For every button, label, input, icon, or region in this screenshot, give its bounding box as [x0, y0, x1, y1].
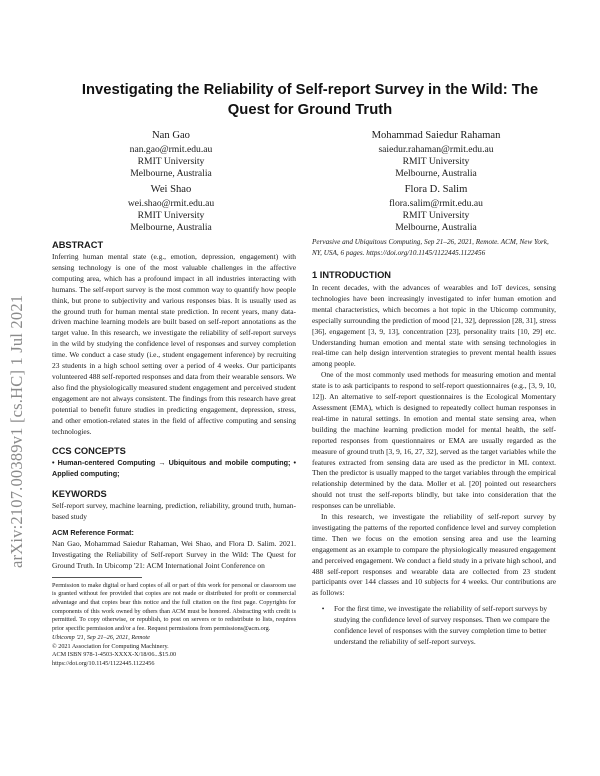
acm-reference-heading: ACM Reference Format: [52, 528, 134, 538]
author-email: flora.salim@rmit.edu.au [389, 198, 483, 209]
introduction-heading: 1 INTRODUCTION [312, 270, 392, 280]
author-block [336, 183, 536, 234]
author-location: Melbourne, Australia [130, 222, 212, 233]
left-column [52, 239, 296, 669]
keywords-text: Self-report survey, machine learning, prediction, reliability, ground truth, human-based study [52, 500, 296, 521]
paper-title: Investigating the Reliability of Self-report Survey in the Wild: The Quest for Ground Truth [81, 82, 539, 118]
bullet-icon: • [321, 604, 325, 614]
copyright-line: © 2021 Association for Computing Machinery. [52, 642, 169, 650]
author-name: Mohammad Saiedur Rahaman [371, 130, 501, 141]
contribution-item [312, 604, 556, 648]
author-name: Nan Gao [152, 130, 190, 141]
author-email: saiedur.rahaman@rmit.edu.au [378, 144, 494, 155]
intro-paragraph: In this research, we investigate the reliability of self-report survey by investigating the patterns of the reported confidence level and survey completion time. Then we focus on the emotion sensing area and use the learning engagement as an example to compare the physiologically measured engagement and perceived engagement. We conduct a field study in a private high school, and 488 self-report responses and wearable data are collected from 23 student participants over 144 classes and 10 subjects for 4 weeks. Our contributions are as follows: [312, 512, 556, 598]
author-affiliation: RMIT University [402, 156, 470, 167]
author-affiliation: RMIT University [137, 156, 205, 167]
permission-notice: Permission to make digital or hard copies of all or part of this work for personal or classroom use is granted without fee provided that copies are not made or distributed for profit or commercial advantage and that copies bear this notice and the full citation on the first page. Copyrights for components of this work owned by others than ACM must be honored. Abstracting with credit is permitted. To copy otherwise, or republish, to post on servers or to redistribute to lists, requires prior specific permission and/or a fee. Request permissions from permissions@acm.org. [52, 581, 296, 633]
author-name: Wei Shao [150, 184, 192, 195]
abstract-text: Inferring human mental state (e.g., emotion, depression, engagement) with sensing technology is one of the most valuable challenges in the affective computing area, which has a profound impact in all industries interacting with humans. The self-report survey is the most common way to quantify how people think, but prone to subjectivity and various responses bias. It is usually used as the ground truth for human mental state prediction. In recent years, many data-driven machine learning models are built based on self-report annotations as the target value. In this research, we investigate the reliability of self-report surveys in the wild by studying the confidence level of responses and survey completion time. We conduct a case study (i.e., student engagement inference) by recruiting 23 students in a high school setting over a period of 4 weeks. Our participants volunteered 488 self-reported responses and data from their wearable sensors. We also find the physiologically measured student engagement and perceived student engagement are not always consistent. The findings from this research have great potential to benefit future studies in predicting engagement, depression, stress, and other emotion-related states in the field of affective computing and sensing technologies. [52, 252, 296, 436]
author-location: Melbourne, Australia [130, 168, 212, 179]
author-email: nan.gao@rmit.edu.au [129, 144, 213, 155]
conference-line: Pervasive and Ubiquitous Computing, Sep 21–26, 2021, Remote. ACM, New York, NY, USA, 6 pages. https://doi.org/10.1145/1122445.1122456 [312, 238, 549, 257]
right-column [312, 237, 556, 648]
author-block [96, 129, 246, 180]
author-location: Melbourne, Australia [395, 168, 477, 179]
contribution-text: For the first time, we investigate the reliability of self-report surveys by studying the confidence level of survey responses. Then we compare the confidence level of responses with the survey completion time to better understand the reliability of self-report surveys. [334, 604, 550, 646]
intro-paragraph: In recent decades, with the advances of wearables and IoT devices, sensing technologies have been increasingly investigated to infer human emotion and mental characteristics, which becomes a hot topic in the Ubicomp community, especially surrounding the prediction of mood [21, 32], depression [28, 31], stress [36], engagement [3, 9, 13], concentration [23], personality traits [10, 29] etc. Understanding human emotion and mental state with sensing technologies in real-time can help design intervention strategies to prevent mental health issues among people. [312, 283, 556, 369]
author-block [336, 129, 536, 180]
author-affiliation: RMIT University [402, 210, 470, 221]
permission-conference: Ubicomp '21, Sep 21–26, 2021, Remote [52, 633, 150, 641]
isbn-line: ACM ISBN 978-1-4503-XXXX-X/18/06...$15.00 [52, 651, 177, 659]
doi-link[interactable]: https://doi.org/10.1145/1122445.1122456 [52, 659, 155, 667]
author-affiliation: RMIT University [137, 210, 205, 221]
abstract-heading: ABSTRACT [52, 240, 104, 250]
footnote-rule [52, 577, 142, 578]
author-name: Flora D. Salim [404, 184, 468, 195]
author-location: Melbourne, Australia [395, 222, 477, 233]
keywords-heading: KEYWORDS [52, 488, 107, 499]
ccs-heading: CCS CONCEPTS [52, 446, 126, 457]
author-block [96, 183, 246, 234]
intro-paragraph: One of the most commonly used methods for measuring emotion and mental state is to ask participants to respond to self-report questionnaires (e.g., [3, 9, 10, 12]). An alternative to self-report questionnaires is the Ecological Momentary Assessment (EMA), which is designed to repeatedly collect human responses in real-time in natural settings. In emotion and mental state sensing area, when building the machine learning prediction model for mental health, the self-reported responses from questionnaires or EMA are usually regarded as the measure of ground truth [3, 9, 16, 27, 32], served as the target variables while the features extracted from sensing data are used as the predictor in ML context. Then the predictor is usually mapped to the target variables through the empirical relationship determined by the data. Moller et al. [20] pointed out researchers should not trust the self-reports blindly, but take into consideration that the responses can be unreliable. [312, 370, 556, 511]
arxiv-identifier: arXiv:2107.00389v1 [cs.HC] 1 Jul 2021 [7, 294, 26, 568]
ccs-text: • Human-centered Computing → Ubiquitous and mobile computing; • Applied computing; [52, 458, 296, 478]
author-email: wei.shao@rmit.edu.au [127, 198, 215, 209]
acm-reference-text: Nan Gao, Mohammad Saiedur Rahaman, Wei Shao, and Flora D. Salim. 2021. Investigating the Reliability of Self-report Survey in the Wild: The Quest for Ground Truth. In Ubicomp '21: ACM International Joint Conference on [52, 538, 296, 570]
